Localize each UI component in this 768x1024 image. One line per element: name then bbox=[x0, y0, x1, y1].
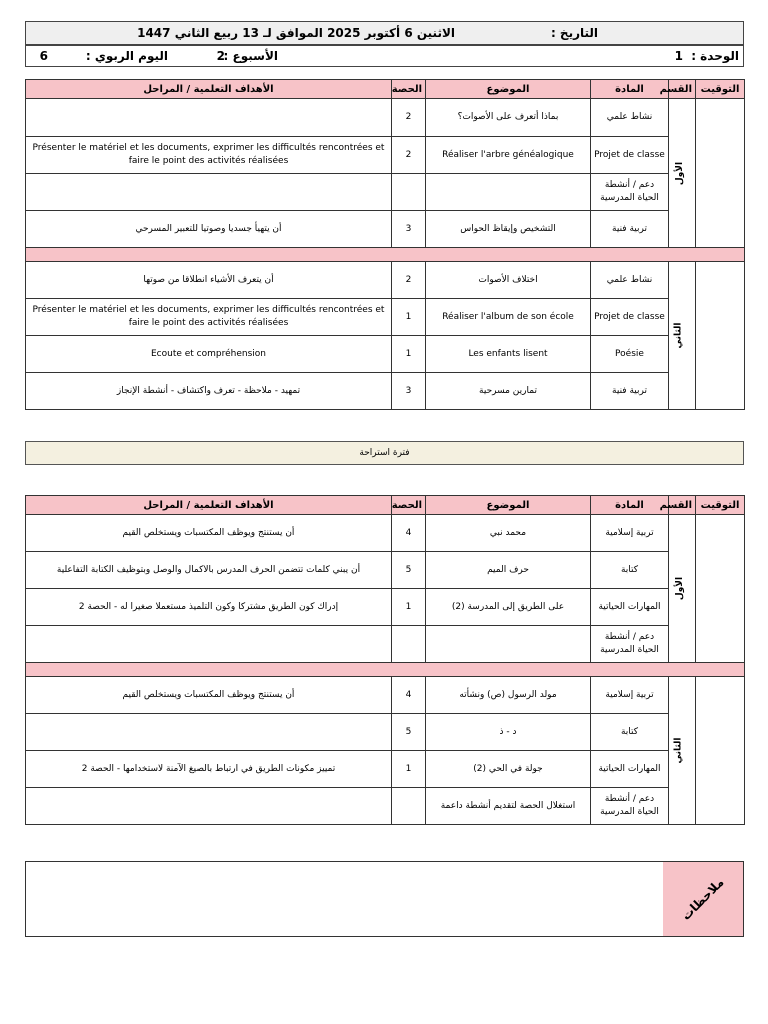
table-header-row bbox=[26, 80, 745, 99]
objective-cell bbox=[26, 626, 392, 663]
objective-cell: أن يستنتج ويوظف المكتسبات ويستخلص القيم bbox=[26, 677, 392, 714]
session-cell: 3 bbox=[392, 211, 426, 248]
subject-cell: Projet de classe bbox=[591, 137, 669, 174]
table-row bbox=[26, 714, 745, 751]
objective-cell bbox=[26, 99, 392, 137]
subject-cell: تربية إسلامية bbox=[591, 515, 669, 552]
objective-cell: تمييز مكونات الطريق في ارتباط بالصيغ الآمنة لاستخدامها - الحصة 2 bbox=[26, 751, 392, 788]
objective-cell: Présenter le matériel et les documents, exprimer les difficultés rencontrées et faire le point des activités réalisées bbox=[26, 299, 392, 336]
group-label-first: الأول bbox=[669, 515, 696, 663]
objective-cell bbox=[26, 788, 392, 825]
subject-cell: نشاط علمي bbox=[591, 262, 669, 299]
table-row bbox=[26, 137, 745, 174]
topic-cell: جولة في الحي (2) bbox=[426, 751, 591, 788]
subject-cell: تربية فنية bbox=[591, 211, 669, 248]
subject-cell: المهارات الحياتية bbox=[591, 589, 669, 626]
subject-cell: كتابة bbox=[591, 714, 669, 751]
timing-cell bbox=[696, 677, 745, 825]
table-row bbox=[26, 751, 745, 788]
session-cell bbox=[392, 174, 426, 211]
group-label-second: الثاني bbox=[669, 262, 696, 410]
notes-area[interactable] bbox=[26, 862, 663, 936]
subject-cell: Poésie bbox=[591, 336, 669, 373]
topic-cell: على الطريق إلى المدرسة (2) bbox=[426, 589, 591, 626]
subject-cell: المهارات الحياتية bbox=[591, 751, 669, 788]
date-value: الاثنين 6 أكتوبر 2025 الموافق لـ 13 ربيع الثاني 1447 bbox=[137, 26, 455, 40]
col-topic: الموضوع bbox=[426, 80, 591, 99]
schedule-table-evening bbox=[25, 495, 745, 825]
subject-cell: تربية إسلامية bbox=[591, 677, 669, 714]
objective-cell: أن يستنتج ويوظف المكتسبات ويستخلص القيم bbox=[26, 515, 392, 552]
session-cell: 1 bbox=[392, 589, 426, 626]
session-cell: 1 bbox=[392, 299, 426, 336]
subject-cell: تربية فنية bbox=[591, 373, 669, 410]
week-value: 2 bbox=[216, 49, 225, 63]
session-cell bbox=[392, 788, 426, 825]
session-cell: 2 bbox=[392, 99, 426, 137]
schedule-table-morning bbox=[25, 79, 745, 410]
week-label: الأسبوع : bbox=[223, 49, 278, 63]
session-cell: 4 bbox=[392, 677, 426, 714]
table-row bbox=[26, 262, 745, 299]
topic-cell bbox=[426, 174, 591, 211]
group-label-second: الثاني bbox=[669, 677, 696, 825]
objective-cell: Ecoute et compréhension bbox=[26, 336, 392, 373]
table-row bbox=[26, 626, 745, 663]
col-session: الحصة bbox=[392, 496, 426, 515]
group-label-first: الأول bbox=[669, 99, 696, 248]
notes-label: ملاحظات bbox=[663, 862, 743, 936]
objective-cell: أن يتعرف الأشياء انطلاقا من صوتها bbox=[26, 262, 392, 299]
topic-cell: مولد الرسول (ص) ونشأته bbox=[426, 677, 591, 714]
topic-cell: Les enfants lisent bbox=[426, 336, 591, 373]
col-timing: التوقيت bbox=[696, 496, 745, 515]
timing-cell bbox=[696, 515, 745, 663]
session-cell: 5 bbox=[392, 552, 426, 589]
objective-cell bbox=[26, 714, 392, 751]
session-cell: 5 bbox=[392, 714, 426, 751]
session-cell: 3 bbox=[392, 373, 426, 410]
subject-cell: نشاط علمي bbox=[591, 99, 669, 137]
topic-cell bbox=[426, 626, 591, 663]
unit-label: الوحدة : bbox=[691, 49, 739, 63]
objective-cell bbox=[26, 174, 392, 211]
objective-cell: تمهيد - ملاحظة - تعرف واكتشاف - أنشطة الإنجاز bbox=[26, 373, 392, 410]
session-cell: 2 bbox=[392, 262, 426, 299]
col-timing: التوقيت bbox=[696, 80, 745, 99]
subject-cell: دعم / أنشطة الحياة المدرسية bbox=[591, 788, 669, 825]
topic-cell: محمد نبي bbox=[426, 515, 591, 552]
col-subject: المادة bbox=[591, 496, 669, 515]
table-row bbox=[26, 299, 745, 336]
table-row bbox=[26, 211, 745, 248]
topic-cell: بماذا أتعرف على الأصوات؟ bbox=[426, 99, 591, 137]
col-session: الحصة bbox=[392, 80, 426, 99]
topic-cell: استغلال الحصة لتقديم أنشطة داعمة bbox=[426, 788, 591, 825]
subject-cell: دعم / أنشطة الحياة المدرسية bbox=[591, 626, 669, 663]
topic-cell: Réaliser l'album de son école bbox=[426, 299, 591, 336]
table-row bbox=[26, 336, 745, 373]
table-row bbox=[26, 788, 745, 825]
topic-cell: د - ذ bbox=[426, 714, 591, 751]
table-row bbox=[26, 174, 745, 211]
table-row bbox=[26, 373, 745, 410]
session-cell bbox=[392, 626, 426, 663]
objective-cell: Présenter le matériel et les documents, exprimer les difficultés rencontrées et faire le point des activités réalisées bbox=[26, 137, 392, 174]
day-label: اليوم الربوي : bbox=[85, 49, 168, 63]
col-section: القسم bbox=[669, 496, 696, 515]
topic-cell: Réaliser l'arbre généalogique bbox=[426, 137, 591, 174]
timing-cell bbox=[696, 99, 745, 248]
table-row bbox=[26, 515, 745, 552]
subject-cell: Projet de classe bbox=[591, 299, 669, 336]
table-row bbox=[26, 99, 745, 137]
objective-cell: إدراك كون الطريق مشتركا وكون التلميذ مستعملا صغيرا له - الحصة 2 bbox=[26, 589, 392, 626]
col-section: القسم bbox=[669, 80, 696, 99]
notes-box bbox=[25, 861, 744, 937]
objective-cell: أن يتهيأ جسديا وصوتيا للتعبير المسرحي bbox=[26, 211, 392, 248]
col-subject: المادة bbox=[591, 80, 669, 99]
table-row bbox=[26, 552, 745, 589]
session-cell: 1 bbox=[392, 751, 426, 788]
separator-row bbox=[26, 663, 745, 677]
timing-cell bbox=[696, 262, 745, 410]
topic-cell: تمارين مسرحية bbox=[426, 373, 591, 410]
subject-cell: كتابة bbox=[591, 552, 669, 589]
col-objectives: الأهداف التعلمية / المراحل bbox=[26, 80, 392, 99]
table-row bbox=[26, 677, 745, 714]
session-cell: 2 bbox=[392, 137, 426, 174]
session-cell: 1 bbox=[392, 336, 426, 373]
topic-cell: التشخيص وإيقاظ الحواس bbox=[426, 211, 591, 248]
col-topic: الموضوع bbox=[426, 496, 591, 515]
topic-cell: اختلاف الأصوات bbox=[426, 262, 591, 299]
topic-cell: حرف الميم bbox=[426, 552, 591, 589]
unit-value: 1 bbox=[674, 49, 683, 63]
table-header-row bbox=[26, 496, 745, 515]
table-row bbox=[26, 589, 745, 626]
day-value: 6 bbox=[39, 49, 48, 63]
date-header-bar bbox=[25, 21, 744, 45]
session-cell: 4 bbox=[392, 515, 426, 552]
info-header-bar bbox=[25, 45, 744, 67]
subject-cell: دعم / أنشطة الحياة المدرسية bbox=[591, 174, 669, 211]
objective-cell: أن يبني كلمات تتضمن الحرف المدرس بالاكمال والوصل وبتوظيف الكتابة التفاعلية bbox=[26, 552, 392, 589]
break-bar: فترة استراحة bbox=[25, 441, 744, 465]
date-label: التاريخ : bbox=[550, 26, 598, 40]
col-objectives: الأهداف التعلمية / المراحل bbox=[26, 496, 392, 515]
separator-row bbox=[26, 248, 745, 262]
